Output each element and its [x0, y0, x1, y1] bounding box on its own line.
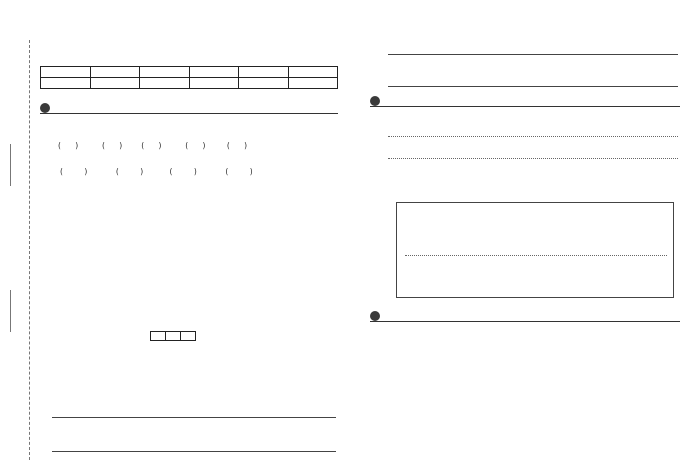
score-table-cell — [239, 67, 289, 78]
score-table-cell — [90, 67, 140, 78]
score-table-row-header — [41, 67, 338, 78]
answer-line[interactable] — [52, 451, 336, 452]
word-bank — [150, 331, 195, 341]
answer-line[interactable] — [405, 255, 667, 256]
word-bank-item — [150, 331, 166, 341]
score-table-cell[interactable] — [140, 78, 190, 89]
word-bank-item — [165, 331, 181, 341]
binding-label-school — [9, 428, 21, 452]
section-badge-icon — [370, 96, 380, 106]
record-card-box — [396, 202, 674, 298]
score-table-cell — [140, 67, 190, 78]
answer-brackets[interactable]: ( ) ( ) ( ) ( ) ( ) — [58, 141, 247, 150]
binding-blank-class[interactable] — [10, 290, 23, 332]
answer-line[interactable] — [388, 158, 678, 159]
score-table-row-score — [41, 78, 338, 89]
word-bank-item — [180, 331, 196, 341]
binding-cut-line — [29, 40, 30, 460]
score-table-cell[interactable] — [239, 78, 289, 89]
section-divider — [40, 113, 338, 114]
score-table-cell — [288, 67, 338, 78]
binding-margin — [0, 0, 40, 460]
answer-brackets[interactable]: ( ) ( ) ( ) ( ) — [60, 167, 253, 176]
score-table — [40, 66, 338, 89]
binding-label-line — [9, 196, 21, 220]
section-divider — [370, 106, 680, 107]
left-column — [38, 0, 340, 460]
binding-label-class — [9, 262, 21, 286]
answer-line[interactable] — [388, 86, 678, 87]
section-divider — [370, 321, 680, 322]
binding-label-name — [9, 118, 21, 142]
section-badge-icon — [370, 311, 380, 321]
score-table-cell — [189, 67, 239, 78]
section-badge-icon — [40, 103, 50, 113]
score-table-cell[interactable] — [288, 78, 338, 89]
score-table-cell — [41, 67, 91, 78]
score-table-cell[interactable] — [90, 78, 140, 89]
score-table-cell — [41, 78, 91, 89]
binding-label-number — [9, 168, 21, 192]
answer-line[interactable] — [388, 136, 678, 137]
answer-line[interactable] — [52, 417, 336, 418]
score-table-cell[interactable] — [189, 78, 239, 89]
answer-line[interactable] — [388, 54, 678, 55]
